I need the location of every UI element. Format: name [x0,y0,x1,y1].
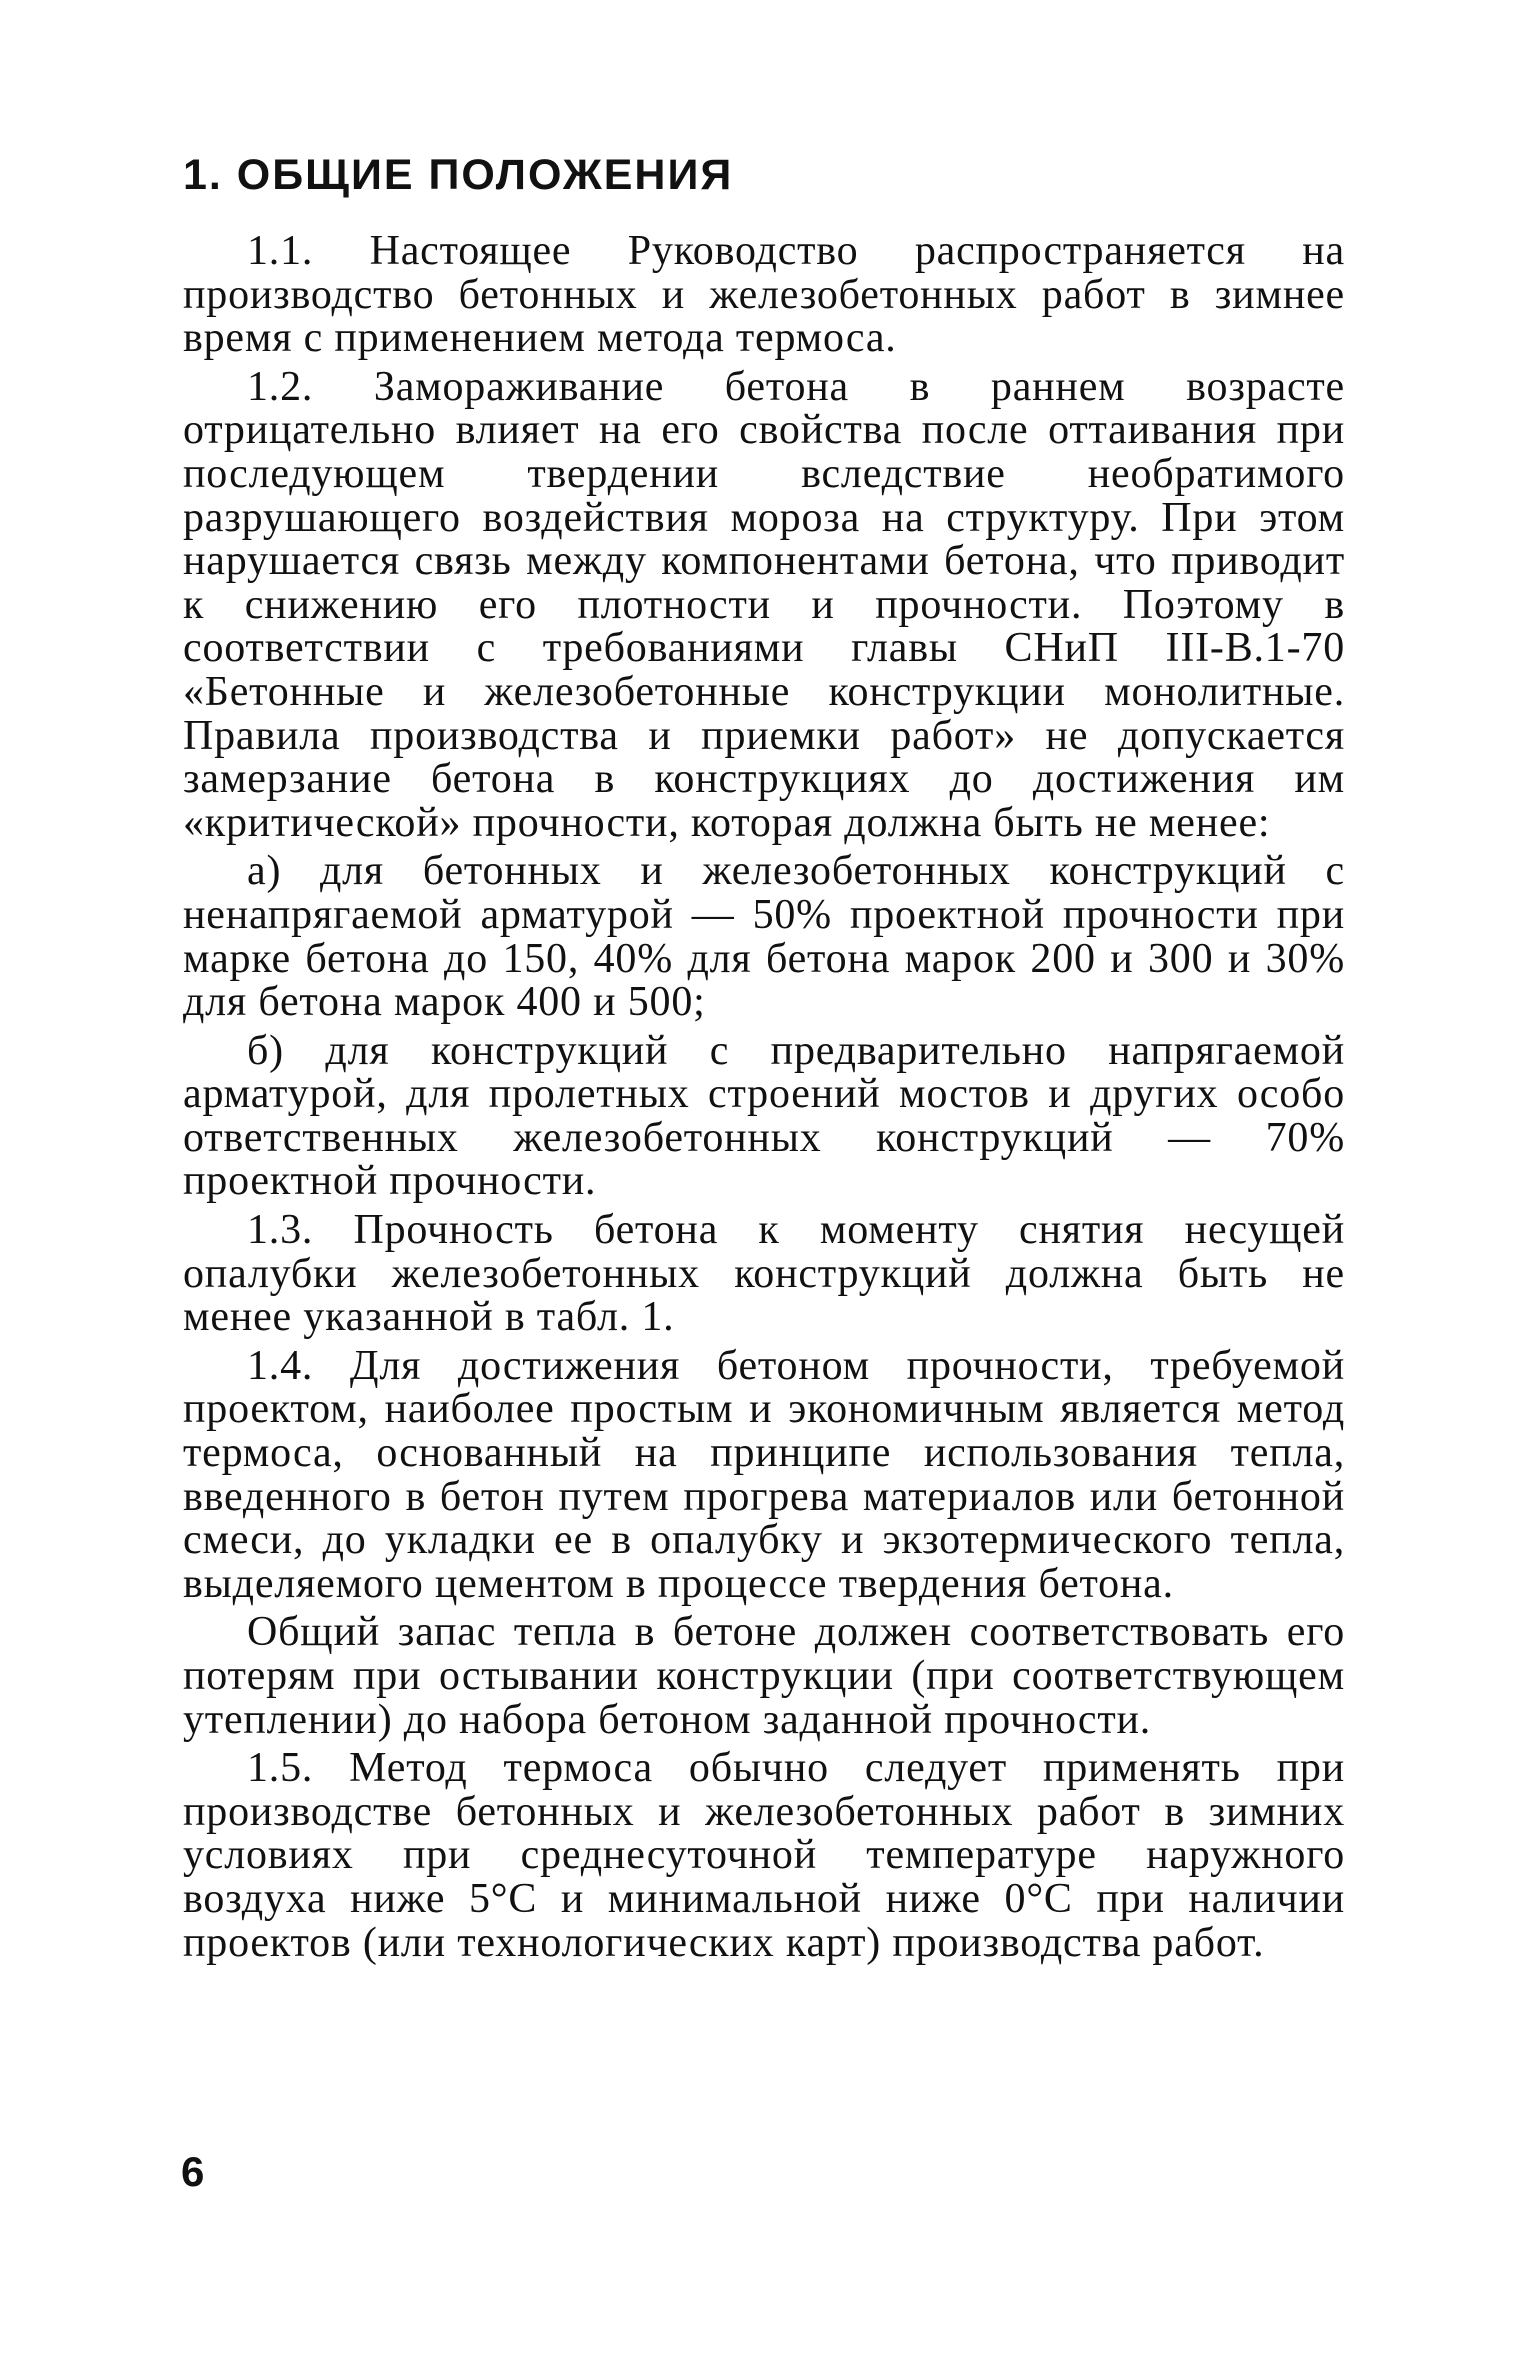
paragraph-1-5: 1.5. Метод термоса обычно следует применять при производстве бетонных и железобетонных работ в зимних условиях при среднесуточной температуре наружного воздуха ниже 5°С и минимальной ниже 0°С при наличии проектов (или технологических карт) производства работ. [183,1745,1345,1966]
list-item-a: а) для бетонных и железобетонных конструкций с ненапрягаемой арматурой — 50% проектной прочности при марке бетона до 150, 40% для бетона марок 200 и 300 и 30% для бетона марок 400 и 500; [183,848,1345,1026]
paragraph-1-4-continued: Общий запас тепла в бетоне должен соответствовать его потерям при остывании конструкции (при соответствующем утеплении) до набора бетоном заданной прочности. [183,1609,1345,1743]
paragraph-1-2: 1.2. Замораживание бетона в раннем возрасте отрицательно влияет на его свойства после оттаивания при последующем твердении вследствие необратимого разрушающего воздействия мороза на структуру. При этом нарушается связь между компонентами бетона, что приводит к снижению его плотности и прочности. Поэтому в соответствии с требованиями главы СНиП III-В.1-70 «Бетонные и железобетонные конструкции монолитные. Правила производства и приемки работ» не допускается замерзание бетона в конструкциях до достижения им «критической» прочности, которая должна быть не менее: [183,363,1345,846]
list-item-b: б) для конструкций с предварительно напрягаемой арматурой, для пролетных строений мостов и других особо ответственных железобетонных конструкций — 70% проектной прочности. [183,1027,1345,1205]
page-number: 6 [181,2148,205,2195]
paragraph-1-3: 1.3. Прочность бетона к моменту снятия несущей опалубки железобетонных конструкций должна быть не менее указанной в табл. 1. [183,1207,1345,1341]
paragraph-1-4: 1.4. Для достижения бетоном прочности, требуемой проектом, наиболее простым и экономичным является метод термоса, основанный на принципе использования тепла, введенного в бетон путем прогрева материалов или бетонной смеси, до укладки ее в опалубку и экзотермического тепла, выделяемого цементом в процессе твердения бетона. [183,1342,1345,1607]
paragraph-1-1: 1.1. Настоящее Руководство распространяется на производство бетонных и железобетонных работ в зимнее время с применением метода термоса. [183,228,1345,362]
page-body [183,150,1345,1970]
section-heading: 1. ОБЩИЕ ПОЛОЖЕНИЯ [183,151,734,199]
